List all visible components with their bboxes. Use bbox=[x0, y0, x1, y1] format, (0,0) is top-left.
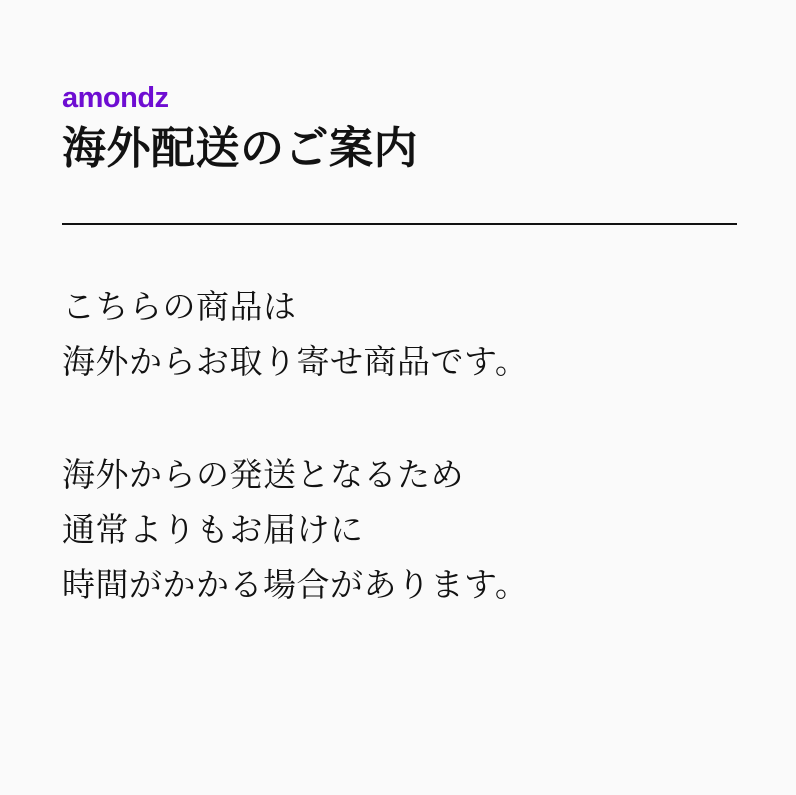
notice-line: 通常よりもお届けに bbox=[62, 511, 364, 548]
notice-line: 時間がかかる場合があります。 bbox=[62, 566, 529, 603]
notice-paragraph-1 bbox=[62, 279, 737, 389]
page-title: 海外配送のご案内 bbox=[62, 124, 418, 173]
amondz-logo: amondz bbox=[62, 82, 169, 114]
notice-paragraph-2 bbox=[62, 447, 737, 612]
notice-line: 海外からお取り寄せ商品です。 bbox=[62, 343, 529, 380]
notice-line: 海外からの発送となるため bbox=[62, 456, 464, 493]
notice-line: こちらの商品は bbox=[62, 288, 297, 325]
notice-card bbox=[0, 84, 796, 612]
divider bbox=[62, 223, 737, 225]
